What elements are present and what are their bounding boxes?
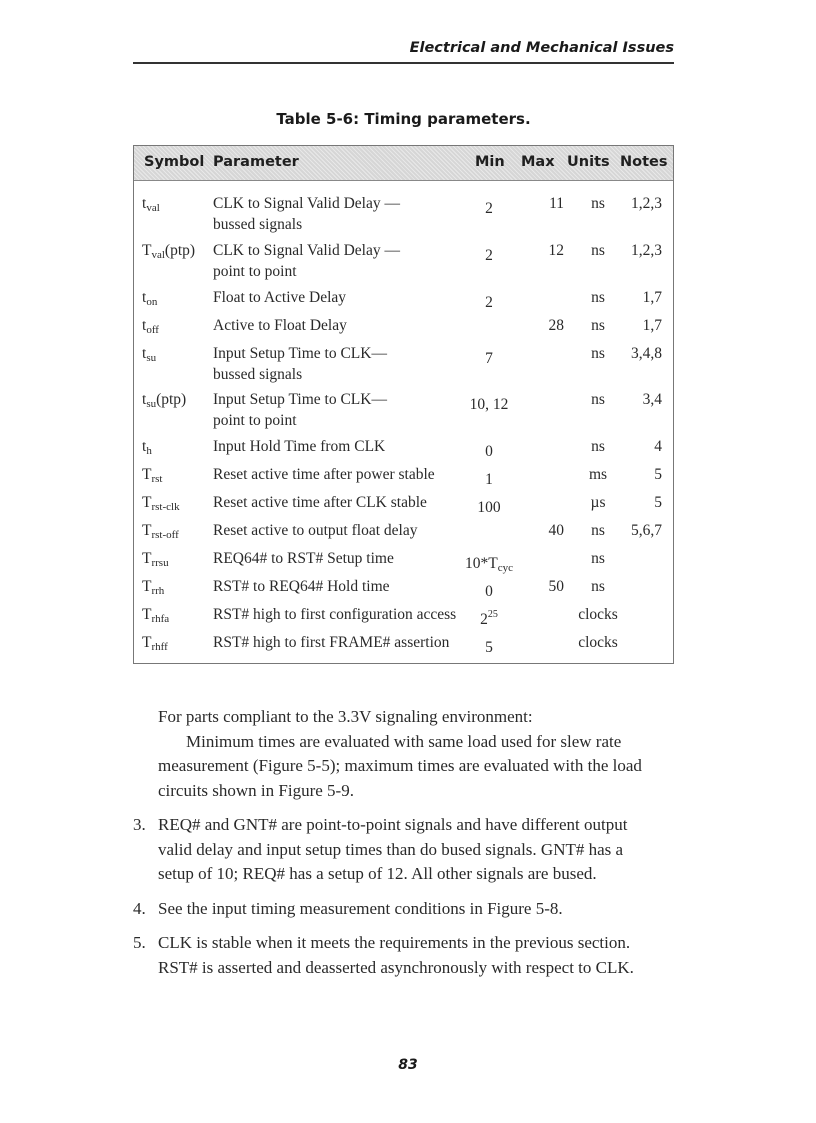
cell-min (434, 464, 544, 495)
cell-parameter (213, 520, 473, 541)
table-caption: Table 5-6: Timing parameters. (276, 110, 531, 128)
symbol-subscript: su (146, 352, 157, 364)
cell-notes: 1,2,3 (631, 242, 662, 259)
symbol-suffix: (ptp) (156, 391, 187, 408)
symbol-subscript: su (146, 398, 157, 410)
note-line: CLK is stable when it meets the requirements in the previous section. (158, 933, 631, 952)
table-header-row (134, 146, 673, 181)
note-line: RST# is asserted and deasserted asynchronously with respect to CLK. (158, 957, 634, 977)
parameter-line: Float to Active Delay (213, 289, 347, 306)
cell-units: ns (591, 242, 605, 259)
symbol-base: t (142, 438, 147, 455)
symbol-subscript: rrh (151, 585, 165, 597)
cell-symbol (142, 193, 160, 219)
header-rule (133, 62, 674, 64)
note-line: REQ# and GNT# are point-to-point signals and have different output (158, 815, 628, 834)
cell-notes: 1,2,3 (631, 195, 662, 212)
symbol-subscript: rrsu (151, 557, 169, 569)
cell-min (434, 343, 544, 374)
symbol-base: t (142, 289, 147, 306)
cell-units: ns (591, 345, 605, 362)
cell-symbol (142, 492, 180, 518)
cell-symbol (142, 548, 169, 574)
cell-notes: 5 (654, 466, 662, 483)
min-value: 2 (480, 611, 488, 628)
header-notes: Notes (620, 154, 668, 170)
cell-units: ms (588, 466, 608, 483)
parameter-line: RST# high to first configuration access (213, 606, 457, 623)
note-intro: For parts compliant to the 3.3V signaling environment: (158, 707, 533, 726)
symbol-subscript: rst-off (151, 529, 179, 541)
min-superscript: 25 (487, 609, 498, 620)
symbol-base: t (142, 195, 147, 212)
cell-symbol (142, 464, 162, 490)
parameter-line: Reset active time after power stable (213, 466, 435, 483)
min-value: 0 (485, 443, 493, 460)
min-value: 2 (485, 200, 493, 217)
parameter-line: REQ64# to RST# Setup time (213, 550, 394, 567)
min-value: 100 (477, 499, 501, 516)
cell-symbol (142, 604, 169, 630)
cell-min (434, 436, 544, 467)
symbol-base: T (142, 634, 152, 651)
note-item (133, 931, 674, 980)
parameter-line: point to point (213, 263, 297, 280)
cell-symbol (142, 389, 186, 415)
note-line: See the input timing measurement conditions in Figure 5-8. (158, 898, 563, 918)
min-value: 5 (485, 639, 493, 656)
note-line: setup of 10; REQ# has a setup of 12. All other signals are bused. (158, 864, 597, 883)
note-line: circuits shown in Figure 5-9. (158, 780, 354, 800)
cell-min (434, 389, 544, 420)
cell-symbol (142, 240, 195, 266)
cell-min (434, 287, 544, 318)
note-line: measurement (Figure 5-5); maximum times are evaluated with the load (158, 756, 642, 775)
note-item (133, 897, 674, 922)
symbol-subscript: rst (151, 473, 163, 485)
cell-parameter (213, 315, 473, 336)
cell-symbol (142, 632, 168, 658)
symbol-subscript: rst-clk (151, 501, 180, 513)
symbol-base: T (142, 550, 152, 567)
cell-max: 11 (549, 195, 564, 212)
note-item (133, 813, 674, 887)
cell-min (434, 492, 544, 523)
cell-max: 40 (548, 522, 564, 539)
table-notes (133, 705, 674, 990)
parameter-line: Input Setup Time to CLK— (213, 391, 387, 408)
cell-units: ns (591, 391, 605, 408)
symbol-base: T (142, 522, 152, 539)
cell-symbol (142, 343, 156, 369)
min-value: 2 (485, 247, 493, 264)
timing-table (133, 145, 674, 664)
symbol-subscript: rhfa (151, 613, 170, 625)
parameter-line: Input Hold Time from CLK (213, 438, 386, 455)
cell-units: clocks (578, 606, 618, 623)
parameter-line: RST# to REQ64# Hold time (213, 578, 390, 595)
note-number: 3. (133, 815, 146, 834)
cell-units: ns (591, 438, 605, 455)
cell-units: ns (591, 289, 605, 306)
symbol-subscript: on (146, 296, 158, 308)
parameter-line: Reset active time after CLK stable (213, 494, 427, 511)
symbol-base: T (142, 242, 152, 259)
cell-min (434, 632, 544, 663)
min-subscript: cyc (497, 562, 513, 574)
symbol-base: T (142, 606, 152, 623)
symbol-suffix: (ptp) (164, 242, 196, 259)
cell-symbol (142, 520, 179, 546)
cell-max: 28 (548, 317, 564, 334)
min-value: 1 (485, 471, 493, 488)
min-value: 7 (485, 350, 493, 367)
header-min: Min (475, 154, 505, 170)
note-intro-block (133, 705, 674, 803)
cell-units: ns (591, 550, 605, 567)
running-header: Electrical and Mechanical Issues (409, 40, 674, 56)
cell-notes: 5,6,7 (631, 522, 662, 539)
symbol-base: T (142, 466, 152, 483)
min-value: 0 (485, 583, 493, 600)
parameter-line: Reset active to output float delay (213, 522, 418, 539)
symbol-base: T (142, 494, 152, 511)
symbol-base: T (142, 578, 152, 595)
header-max: Max (521, 154, 555, 170)
header-symbol: Symbol (144, 154, 205, 170)
parameter-line: CLK to Signal Valid Delay — (213, 195, 400, 212)
min-value: 10*T (465, 555, 498, 572)
header-units: Units (567, 154, 610, 170)
cell-notes: 5 (654, 494, 662, 511)
cell-notes: 1,7 (642, 289, 662, 306)
cell-min (434, 604, 544, 635)
note-number: 5. (133, 933, 146, 952)
symbol-subscript: val (151, 249, 165, 261)
page-number: 83 (398, 1057, 418, 1073)
parameter-line: Input Setup Time to CLK— (213, 345, 387, 362)
note-line: valid delay and input setup times than do bused signals. GNT# has a (158, 839, 624, 859)
cell-notes: 3,4 (642, 391, 662, 408)
symbol-subscript: rhff (151, 641, 168, 653)
symbol-subscript: h (146, 445, 152, 457)
cell-max: 12 (548, 242, 564, 259)
note-line: Minimum times are evaluated with same load used for slew rate (186, 731, 622, 751)
symbol-base: t (142, 345, 147, 362)
cell-notes: 4 (654, 438, 662, 455)
cell-units: ns (591, 578, 605, 595)
cell-symbol (142, 315, 159, 341)
cell-units: ns (591, 195, 605, 212)
parameter-line: bussed signals (213, 216, 303, 233)
cell-symbol (142, 436, 152, 462)
cell-symbol (142, 287, 157, 313)
header-parameter: Parameter (213, 154, 299, 170)
cell-notes: 1,7 (642, 317, 662, 334)
symbol-base: t (142, 391, 147, 408)
parameter-line: bussed signals (213, 366, 303, 383)
parameter-line: Active to Float Delay (213, 317, 347, 334)
cell-units: ns (591, 522, 605, 539)
cell-units: clocks (578, 634, 618, 651)
cell-notes: 3,4,8 (631, 345, 662, 362)
symbol-subscript: off (146, 324, 159, 336)
cell-symbol (142, 576, 164, 602)
cell-units: ns (591, 317, 605, 334)
symbol-base: t (142, 317, 147, 334)
min-value: 2 (485, 294, 493, 311)
cell-units: µs (590, 494, 606, 511)
min-value: 10, 12 (469, 396, 509, 413)
parameter-line: RST# high to first FRAME# assertion (213, 634, 450, 651)
cell-min (434, 548, 544, 579)
parameter-line: point to point (213, 412, 297, 429)
parameter-line: CLK to Signal Valid Delay — (213, 242, 400, 259)
cell-max: 50 (548, 578, 564, 595)
note-number: 4. (133, 898, 146, 918)
symbol-subscript: val (146, 202, 160, 214)
